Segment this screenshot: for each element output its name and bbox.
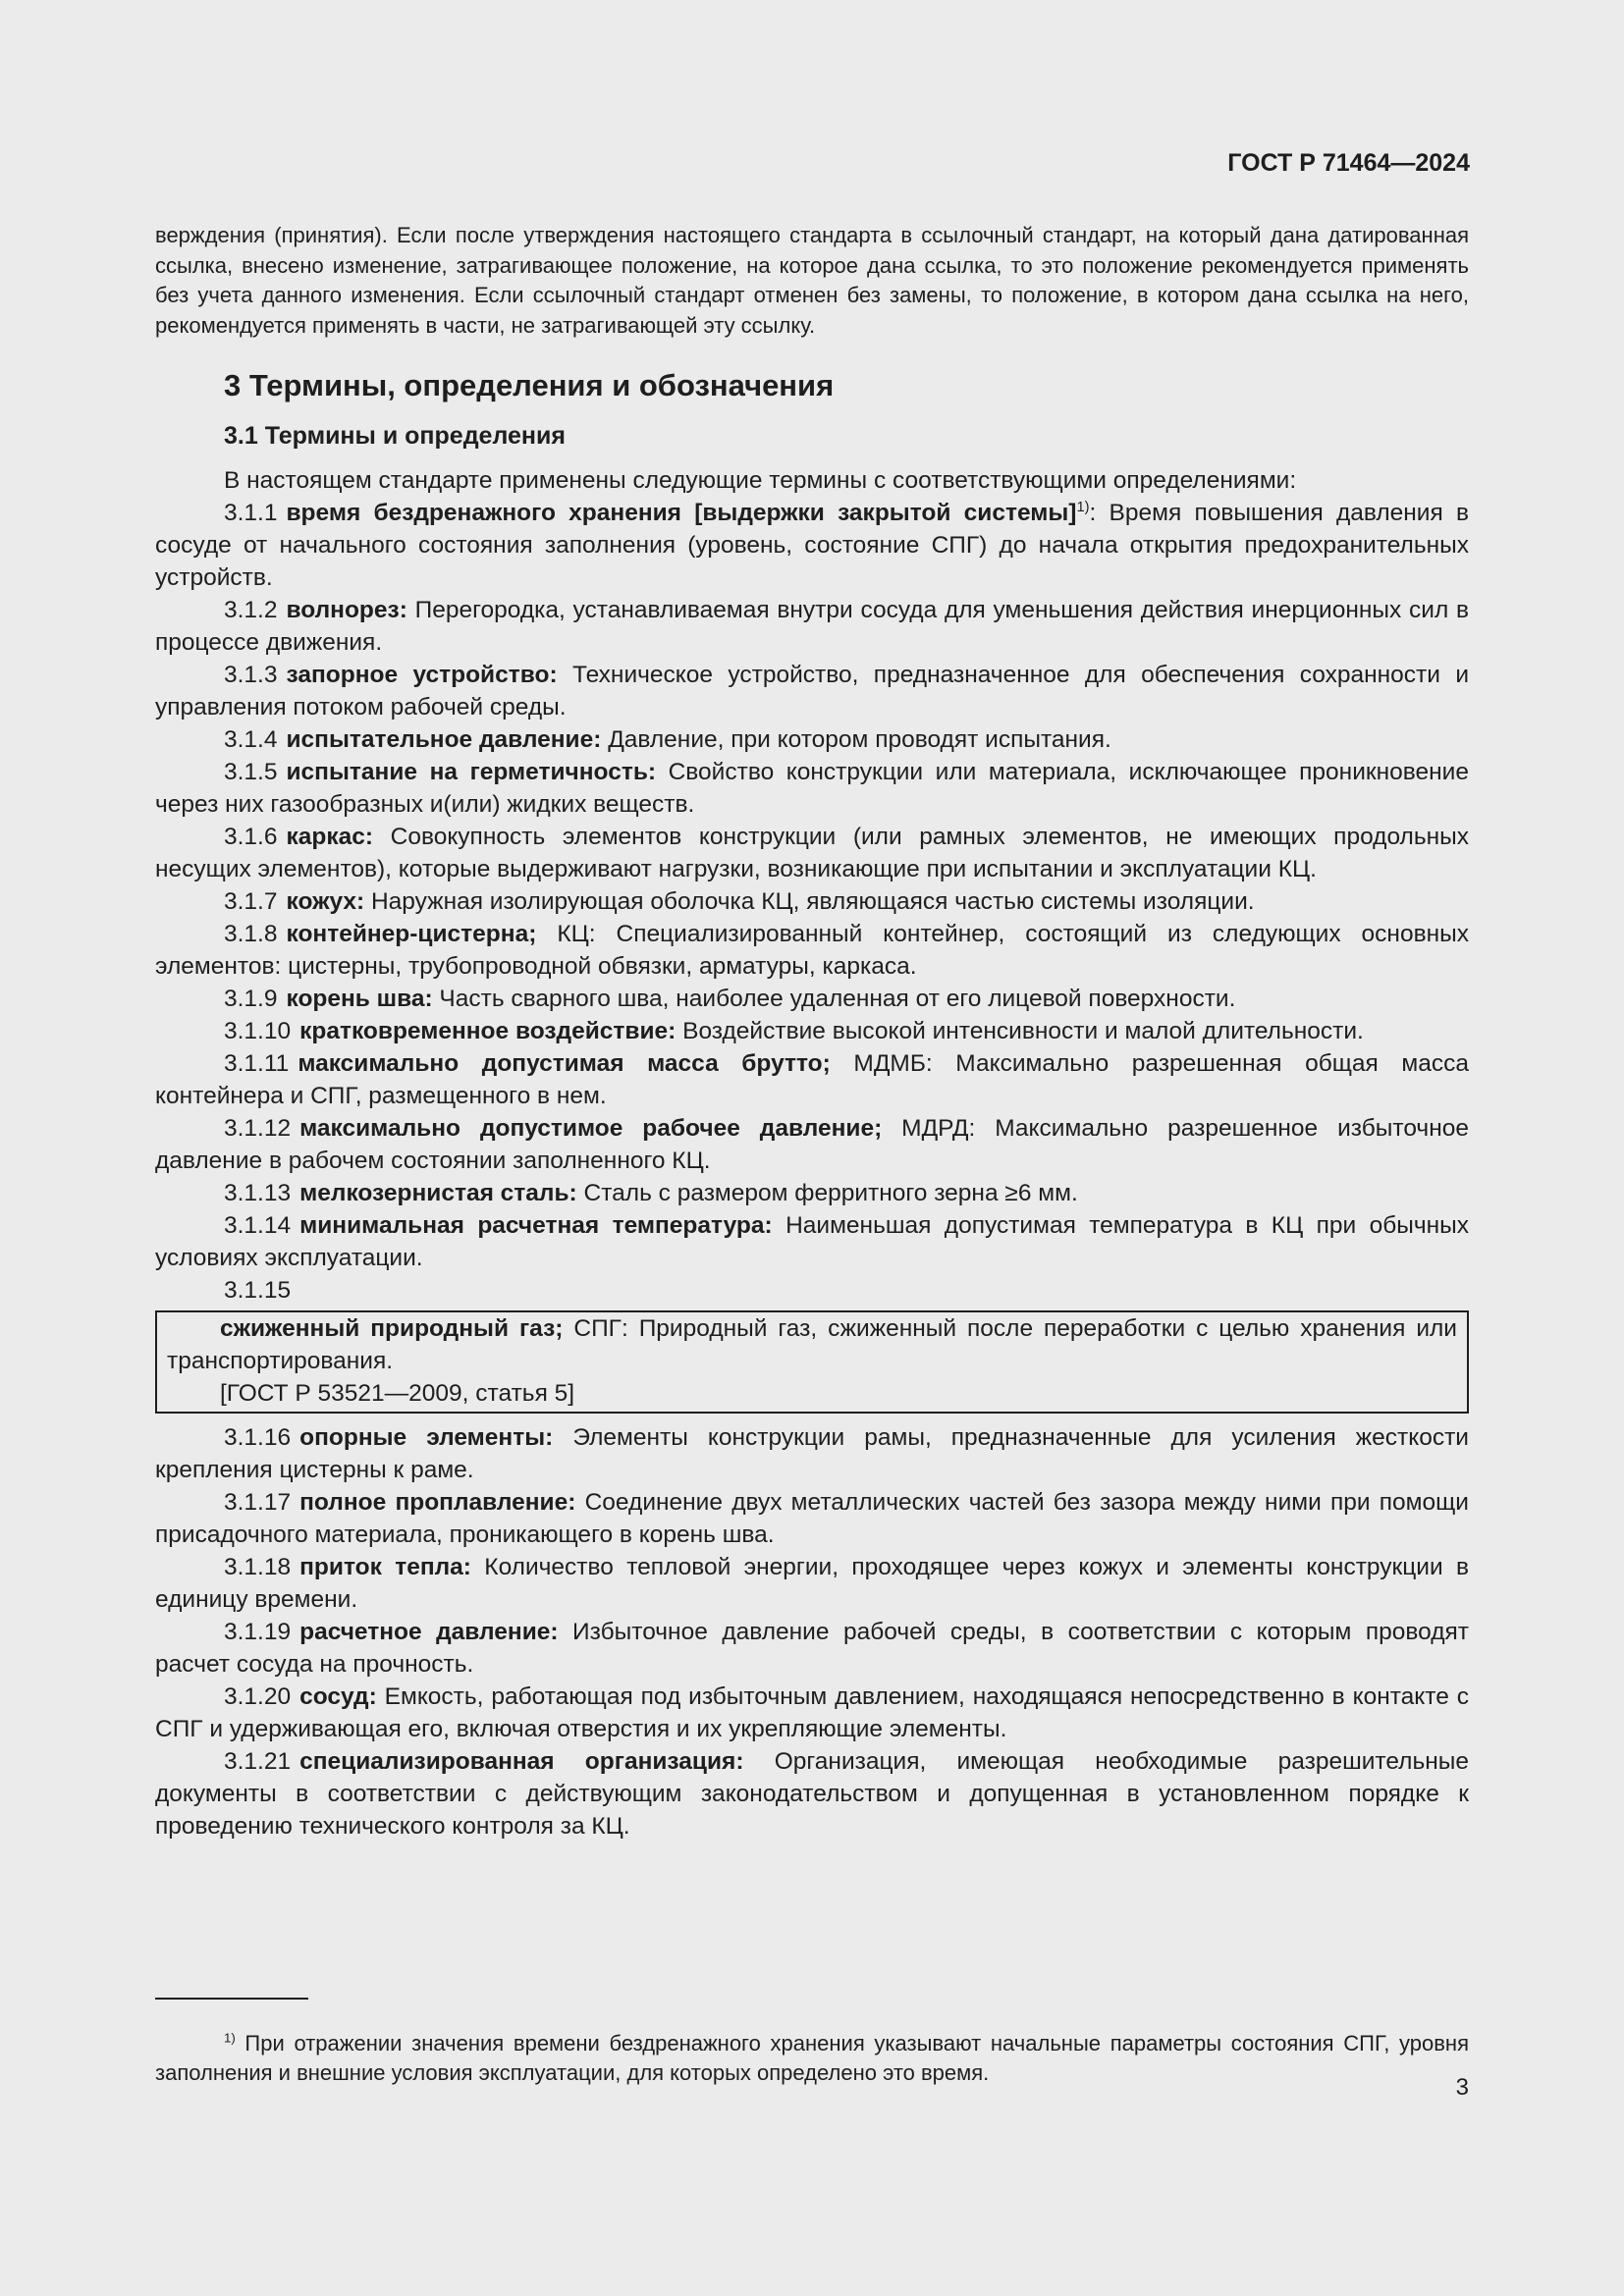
term-entry bbox=[155, 723, 1469, 756]
term-name: расчетное давление: bbox=[299, 1619, 559, 1645]
term-entry bbox=[155, 918, 1469, 983]
term-number: 3.1.21 bbox=[224, 1748, 292, 1775]
term-entry bbox=[155, 885, 1469, 918]
term-definition: Наружная изолирующая оболочка КЦ, являющаяся частью системы изоляции. bbox=[364, 888, 1255, 915]
term-entry bbox=[155, 1551, 1469, 1616]
term-name: запорное устройство: bbox=[286, 662, 558, 688]
term-definition: МДРД: Максимально разрешенное избыточное давление в рабочем состоянии заполненного КЦ. bbox=[155, 1115, 1469, 1174]
section-title: 3 Термины, определения и обозначения bbox=[224, 368, 835, 402]
terms-list-continued bbox=[155, 1421, 1469, 1842]
term-definition: Техническое устройство, предназначенное для обеспечения сохранности и управления потоком рабочей среды. bbox=[155, 662, 1470, 721]
term-definition: Часть сварного шва, наиболее удаленная от его лицевой поверхности. bbox=[432, 986, 1236, 1012]
term-number: 3.1.10 bbox=[224, 1018, 292, 1044]
term-name: специализированная организация: bbox=[299, 1748, 744, 1775]
term-entry bbox=[167, 1312, 1457, 1377]
subsection-lead: В настоящем стандарте применены следующие термины с соответствующими определениями: bbox=[224, 467, 1297, 494]
term-entry bbox=[155, 1421, 1469, 1486]
term-entry bbox=[155, 1177, 1469, 1209]
term-entry bbox=[155, 983, 1469, 1015]
term-number: 3.1.14 bbox=[224, 1212, 292, 1239]
term-definition: Емкость, работающая под избыточным давлением, находящаяся непосредственно в контакте с СПГ и удерживающая его, включая отверстия и их укрепляющие элементы. bbox=[155, 1683, 1469, 1742]
term-name: минимальная расчетная температура: bbox=[299, 1212, 773, 1239]
term-entry bbox=[155, 1745, 1469, 1842]
term-number: 3.1.13 bbox=[224, 1180, 292, 1206]
term-name: испытательное давление: bbox=[286, 726, 602, 753]
footnote-reference: 1) bbox=[1076, 499, 1090, 515]
term-definition: Перегородка, устанавливаемая внутри сосуда для уменьшения действия инерционных сил в процессе движения. bbox=[155, 597, 1469, 656]
term-number: 3.1.3 bbox=[224, 662, 278, 688]
term-name: кратковременное воздействие: bbox=[299, 1018, 677, 1044]
term-number: 3.1.16 bbox=[224, 1424, 292, 1451]
intro-paragraph: верждения (принятия). Если после утверждения настоящего стандарта в ссылочный стандарт, на который дана датированная ссылка, внесено изменение, затрагивающее положение, на которое дана ссылка, то это положение рекомендуется применять без учета данного изменения. Если ссылочный стандарт отменен без замены, то положение, в котором дана ссылка на него, рекомендуется применять в части, не затрагивающей эту ссылку. bbox=[155, 223, 1469, 338]
term-definition: : Время повышения давления в сосуде от начального состояния заполнения (уровень, состояние СПГ) до начала открытия предохранительных устройств. bbox=[155, 500, 1469, 591]
term-number: 3.1.20 bbox=[224, 1683, 292, 1710]
term-definition: Наименьшая допустимая температура в КЦ при обычных условиях эксплуатации. bbox=[155, 1212, 1469, 1271]
term-number: 3.1.12 bbox=[224, 1115, 292, 1142]
term-name: сжиженный природный газ; bbox=[220, 1315, 564, 1342]
term-entry bbox=[155, 1681, 1469, 1745]
term-name: приток тепла: bbox=[299, 1554, 471, 1580]
footnote-mark: 1) bbox=[224, 2030, 236, 2046]
footnote bbox=[155, 2029, 1469, 2088]
term-number: 3.1.9 bbox=[224, 986, 278, 1012]
term-number: 3.1.7 bbox=[224, 888, 278, 915]
term-name: полное проплавление: bbox=[299, 1489, 576, 1516]
term-name: корень шва: bbox=[286, 986, 433, 1012]
term-number: 3.1.4 bbox=[224, 726, 278, 753]
term-number: 3.1.5 bbox=[224, 759, 278, 785]
term-name: кожух: bbox=[286, 888, 365, 915]
term-definition: Количество тепловой энергии, проходящее через кожух и элементы конструкции в единицу времени. bbox=[155, 1554, 1469, 1613]
term-number: 3.1.18 bbox=[224, 1554, 292, 1580]
term-name: максимально допустимое рабочее давление; bbox=[299, 1115, 883, 1142]
footnote-divider bbox=[155, 1998, 308, 2000]
term-definition: Организация, имеющая необходимые разрешительные документы в соответствии с действующим законодательством и допущенная в установленном порядке к проведению технического контроля за КЦ. bbox=[155, 1748, 1470, 1840]
term-name: волнорез: bbox=[286, 597, 407, 623]
term-source-reference: [ГОСТ Р 53521—2009, статья 5] bbox=[220, 1380, 575, 1407]
term-name: время бездренажного хранения [выдержки закрытой системы] bbox=[286, 500, 1077, 526]
term-definition: КЦ: Специализированный контейнер, состоящий из следующих основных элементов: цистерны, трубопроводной обвязки, арматуры, каркаса. bbox=[155, 921, 1469, 980]
term-entry bbox=[155, 497, 1469, 594]
term-entry bbox=[155, 1047, 1469, 1112]
subsection-title: 3.1 Термины и определения bbox=[224, 422, 566, 450]
term-entry bbox=[155, 1015, 1469, 1047]
term-name: мелкозернистая сталь: bbox=[299, 1180, 577, 1206]
term-definition: Совокупность элементов конструкции (или рамных элементов, не имеющих продольных несущих элементов), которые выдерживают нагрузки, возникающие при испытании и эксплуатации КЦ. bbox=[155, 824, 1469, 882]
term-number: 3.1.6 bbox=[224, 824, 278, 850]
term-name: каркас: bbox=[286, 824, 374, 850]
term-name: опорные элементы: bbox=[299, 1424, 554, 1451]
term-entry bbox=[155, 756, 1469, 821]
term-entry bbox=[155, 1616, 1469, 1681]
footnote-text: При отражении значения времени бездренажного хранения указывают начальные параметры состояния СПГ, уровня заполнения и внешние условия эксплуатации, для которых определено это время. bbox=[155, 2031, 1469, 2085]
term-definition: Давление, при котором проводят испытания. bbox=[601, 726, 1111, 753]
term-number: 3.1.1 bbox=[224, 500, 278, 526]
term-number: 3.1.11 bbox=[224, 1050, 290, 1077]
term-definition: Элементы конструкции рамы, предназначенные для усиления жесткости крепления цистерны к раме. bbox=[155, 1424, 1469, 1483]
term-number: 3.1.8 bbox=[224, 921, 278, 947]
term-entry bbox=[155, 821, 1469, 885]
term-entry bbox=[155, 1209, 1469, 1274]
term-entry bbox=[155, 1112, 1469, 1177]
term-definition: Соединение двух металлических частей без зазора между ними при помощи присадочного материала, проникающего в корень шва. bbox=[155, 1489, 1469, 1548]
term-name: максимально допустимая масса брутто; bbox=[298, 1050, 831, 1077]
terms-list bbox=[155, 497, 1469, 1274]
term-name: контейнер-цистерна; bbox=[286, 921, 537, 947]
term-number: 3.1.19 bbox=[224, 1619, 292, 1645]
term-definition: Избыточное давление рабочей среды, в соответствии с которым проводят расчет сосуда на прочность. bbox=[155, 1619, 1469, 1678]
document-id-header: ГОСТ Р 71464—2024 bbox=[1227, 149, 1470, 177]
term-name: испытание на герметичность: bbox=[286, 759, 657, 785]
term-definition: Воздействие высокой интенсивности и малой длительности. bbox=[676, 1018, 1364, 1044]
term-entry bbox=[155, 594, 1469, 659]
quoted-term-box bbox=[155, 1310, 1469, 1414]
term-name: сосуд: bbox=[299, 1683, 377, 1710]
term-number: 3.1.15 bbox=[224, 1277, 292, 1304]
term-definition: СПГ: Природный газ, сжиженный после переработки с целью хранения или транспортирования. bbox=[167, 1315, 1457, 1374]
term-definition: Сталь с размером ферритного зерна ≥6 мм. bbox=[576, 1180, 1078, 1206]
page-content bbox=[155, 221, 1469, 1842]
term-entry bbox=[155, 659, 1469, 723]
term-entry bbox=[155, 1486, 1469, 1551]
page-number: 3 bbox=[1455, 2074, 1469, 2101]
term-definition: Свойство конструкции или материала, исключающее проникновение через них газообразных и(или) жидких веществ. bbox=[155, 759, 1469, 818]
term-number: 3.1.2 bbox=[224, 597, 278, 623]
term-definition: МДМБ: Максимально разрешенная общая масса контейнера и СПГ, размещенного в нем. bbox=[155, 1050, 1469, 1109]
term-number: 3.1.17 bbox=[224, 1489, 292, 1516]
